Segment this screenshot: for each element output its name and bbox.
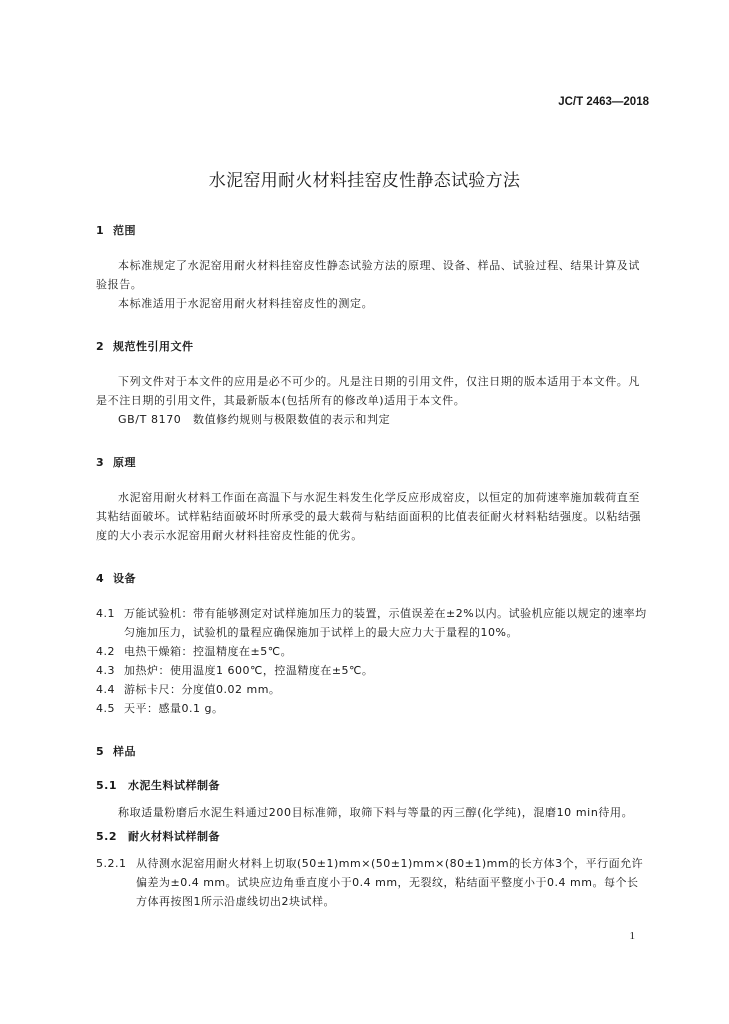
reference-item: GB/T 8170 数值修约规则与极限数值的表示和判定 [118,413,391,426]
equipment-item: 4.4 游标卡尺：分度值0.02 mm。 [96,683,281,696]
clause-item: 5.2.1 从待测水泥窑用耐火材料上切取(50±1)mm×(50±1)mm×(80±1)mm的长方体3个，平行面允许偏差为±0.4 mm。试块应边角垂直度小于0.4 mm，无裂纹，粘结面平整度小于0.4 mm。每个长方体再按图1所示沿虚线切出2块试样。 [96,857,644,908]
subsection-heading: 5.1 水泥生料试样制备 [96,779,220,792]
section-heading: 1 范围 [96,224,136,237]
section-normative-references [96,338,649,429]
section-samples [96,743,649,911]
paragraph: 本标准规定了水泥窑用耐火材料挂窑皮性静态试验方法的原理、设备、样品、试验过程、结果计算及试验报告。 [96,259,640,291]
paragraph: 下列文件对于本文件的应用是必不可少的。凡是注日期的引用文件，仅注日期的版本适用于本文件。凡是不注日期的引用文件，其最新版本(包括所有的修改单)适用于本文件。 [96,375,640,407]
section-equipment [96,570,649,718]
document-title: 水泥窑用耐火材料挂窑皮性静态试验方法 [208,171,521,191]
section-heading: 3 原理 [96,456,136,469]
section-scope [96,222,649,313]
section-heading: 5 样品 [96,745,136,758]
section-heading: 4 设备 [96,572,136,585]
equipment-item: 4.3 加热炉：使用温度1 600℃，控温精度在±5℃。 [96,664,374,677]
equipment-item: 4.2 电热干燥箱：控温精度在±5℃。 [96,645,293,658]
paragraph: 称取适量粉磨后水泥生料通过200目标准筛，取筛下料与等量的丙三醇(化学纯)，混磨10 min待用。 [118,806,634,819]
equipment-item: 4.1 万能试验机：带有能够测定对试样施加压力的装置，示值误差在±2%以内。试验机应能以规定的速率均匀施加压力，试验机的量程应确保施加于试样上的最大应力大于量程的10%。 [96,607,647,639]
section-principle [96,454,649,545]
standard-code: JC/T 2463—2018 [558,96,649,108]
paragraph: 本标准适用于水泥窑用耐火材料挂窑皮性的测定。 [118,297,374,310]
paragraph: 水泥窑用耐火材料工作面在高温下与水泥生料发生化学反应形成窑皮，以恒定的加荷速率施加载荷直至其粘结面破坏。试样粘结面破坏时所承受的最大载荷与粘结面面积的比值表征耐火材料粘结强度。以粘结强度的大小表示水泥窑用耐火材料挂窑皮性能的优劣。 [96,491,642,542]
subsection-heading: 5.2 耐火材料试样制备 [96,830,220,843]
equipment-item: 4.5 天平：感量0.1 g。 [96,702,224,715]
section-heading: 2 规范性引用文件 [96,340,194,353]
page-number: 1 [629,930,635,942]
document-body [96,222,649,936]
